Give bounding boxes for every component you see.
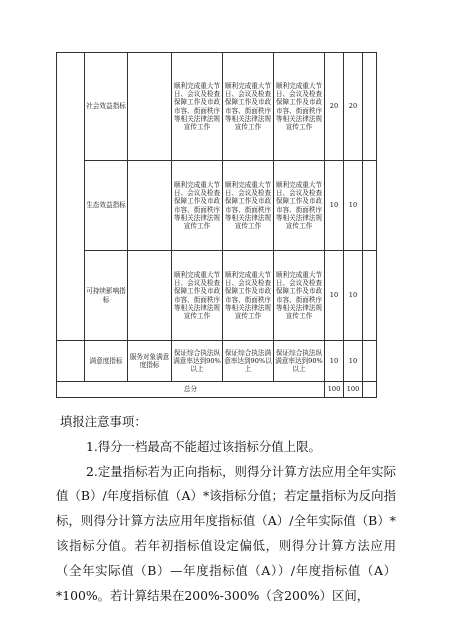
indicator-content-cell: 顺利完成重大节日、会议及检查保障工作及市政市容、街面秩序等相关法律法规宣传工作 [172,53,223,161]
remark-cell [363,251,377,341]
remark-cell [363,161,377,251]
notes-title: 填报注意事项： [60,414,147,429]
indicator-content-cell: 顺利完成重大节日、会议及检查保障工作及市政市容、街面秩序等相关法律法规宣传工作 [172,161,223,251]
target-value-cell: 顺利完成重大节日、会议及检查保障工作及市政市容、街面秩序等相关法律法规宣传工作 [223,251,274,341]
total-score-cell: 100 [344,382,363,398]
category-cell [57,53,85,341]
table-row [57,341,377,382]
indicator-cell: 生态效益指标 [85,161,128,251]
satisfaction-category-cell: 满意度指标 [85,341,128,382]
remark-cell [363,53,377,161]
indicator-content-cell: 保证综合执法纵满意率达到90%以上 [172,341,223,382]
actual-value-cell: 顺利完成重大节日、会议及检查保障工作及市政市容、街面秩序等相关法律法规宣传工作 [274,251,325,341]
indicator-content-cell: 顺利完成重大节日、会议及检查保障工作及市政市容、街面秩序等相关法律法规宣传工作 [172,251,223,341]
score-cell: 10 [344,161,363,251]
indicator-cell: 社会效益指标 [85,53,128,161]
category-cell [57,341,85,382]
actual-value-cell: 顺利完成重大节日、会议及检查保障工作及市政市容、街面秩序等相关法律法规宣传工作 [274,53,325,161]
table-row [57,161,377,251]
target-value-cell: 顺利完成重大节日、会议及检查保障工作及市政市容、街面秩序等相关法律法规宣传工作 [223,53,274,161]
remark-cell [363,341,377,382]
indicator-cell: 可持续影响指标 [85,251,128,341]
table-row [57,251,377,341]
weight-cell: 10 [325,341,344,382]
actual-value-cell: 顺利完成重大节日、会议及检查保障工作及市政市容、街面秩序等相关法律法规宣传工作 [274,161,325,251]
score-cell: 10 [344,341,363,382]
weight-cell: 10 [325,251,344,341]
content-cell [128,53,172,161]
weight-cell: 10 [325,161,344,251]
content-cell [128,251,172,341]
note-item-2: 2.定量指标若为正向指标，则得分计算方法应用全年实际值（B）/年度指标值（A）*该指标分值；若定量指标为反向指标，则得分计算方法应用年度指标值（A）/全年实际值（B）*该指标分值。若年初指标值设定偏低，则得分计算方法应用（全年实际值（B）—年度指标值（A））/年度指标值（A）*100%。若计算结果在200%-300%（含200%）区间， [56,463,396,603]
score-cell: 10 [344,251,363,341]
remark-cell [363,382,377,398]
performance-table [56,52,377,398]
actual-value-cell: 保证综合执法纵满意率达到90%以上 [274,341,325,382]
target-value-cell: 保证综合执法满意率达到90%以上 [223,341,274,382]
content-cell [128,161,172,251]
table-row [57,53,377,161]
weight-cell: 20 [325,53,344,161]
table-row [57,382,377,398]
satisfaction-indicator-cell: 服务对象满意度指标 [128,341,172,382]
total-weight-cell: 100 [325,382,344,398]
total-label-cell: 总分 [57,382,325,398]
score-cell: 20 [344,53,363,161]
note-item-1: 1.得分一档最高不能超过该指标分值上限。 [86,438,321,454]
filling-notes [56,410,396,608]
target-value-cell: 顺利完成重大节日、会议及检查保障工作及市政市容、街面秩序等相关法律法规宣传工作 [223,161,274,251]
